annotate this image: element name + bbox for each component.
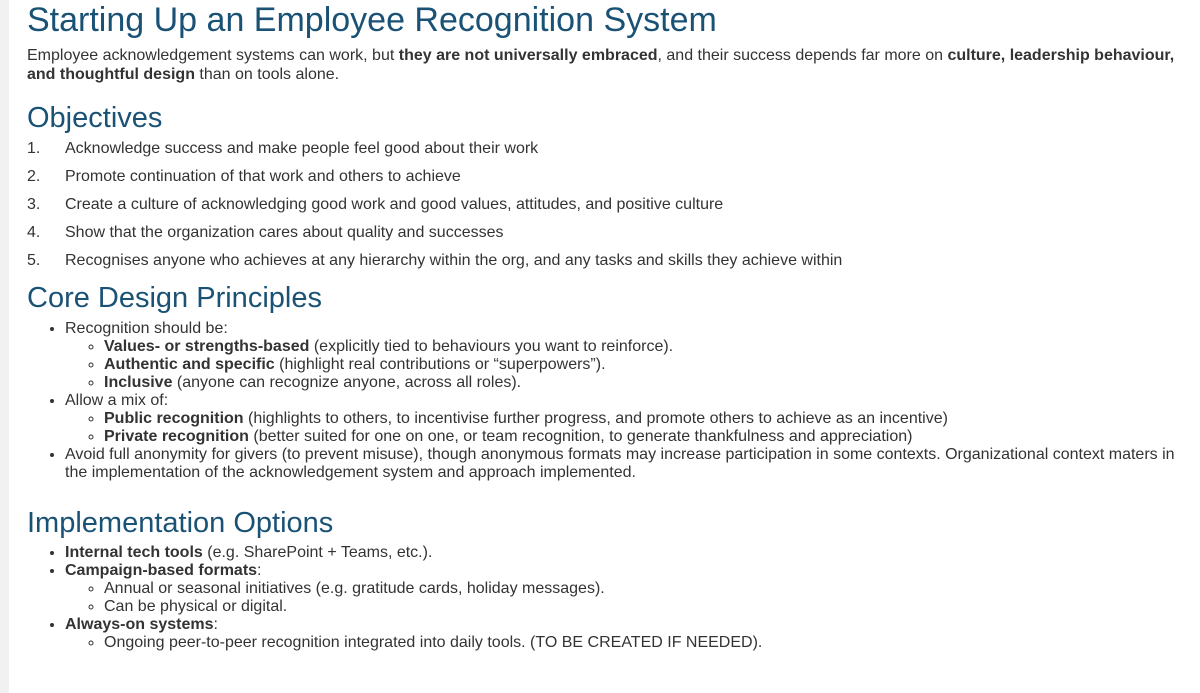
item-bold: Private recognition [104,428,249,445]
objective-number: 4. [27,224,41,241]
intro-paragraph [27,46,1192,84]
objective-item [27,251,1192,279]
list-item [65,544,1192,562]
list-item [104,338,1192,356]
item-text: : [213,616,218,633]
item-bold: Internal tech tools [65,544,203,561]
mix-sublist [65,410,1192,446]
objective-number: 3. [27,196,41,213]
list-item [65,446,1192,482]
implementation-list [27,544,1192,652]
intro-text-1: Employee acknowledgement systems can work, but [27,47,399,64]
objectives-list [27,139,1192,279]
objective-number: 5. [27,252,41,269]
objective-number: 2. [27,168,41,185]
list-item: ◦ Annual or seasonal initiatives (e.g. gratitude cards, holiday messages). [104,580,1192,598]
intro-bold-2: culture, leadership behaviour, and thoughtful design [27,47,1175,83]
item-text: (highlight real contributions or “superpowers”). [274,356,606,373]
always-on-sublist [65,634,1192,652]
objective-item [27,195,1192,223]
item-text: (explicitly tied to behaviours you want to reinforce). [309,338,674,355]
objective-item [27,139,1192,167]
intro-bold-1: they are not universally embraced [398,47,658,64]
recognition-sublist [65,338,1192,392]
item-bold: Authentic and specific [104,356,275,373]
objective-number: 1. [27,140,41,157]
objectives-heading: Objectives [27,102,163,134]
left-margin-rule [0,0,9,693]
item-text: : [257,562,262,579]
document-page [27,0,1192,652]
intro-text-3: than on tools alone. [194,66,340,83]
list-item [104,410,1192,428]
objective-text: Acknowledge success and make people feel good about their work [65,140,539,157]
page-title: Starting Up an Employee Recognition System [27,1,717,39]
item-text: (anyone can recognize anyone, across all roles). [172,374,522,391]
list-item [65,616,1192,652]
list-item [104,428,1192,446]
item-bold: Always-on systems [65,616,214,633]
objective-text: Create a culture of acknowledging good work and good values, attitudes, and positive culture [65,196,724,213]
principles-heading: Core Design Principles [27,282,322,314]
item-bold: Values- or strengths-based [104,338,310,355]
list-item [104,374,1192,392]
list-item [65,320,1192,392]
item-bold: Public recognition [104,410,244,427]
item-bold: Inclusive [104,374,173,391]
list-item: ◦ Ongoing peer-to-peer recognition integrated into daily tools. (TO BE CREATED IF NEEDED). [104,634,1192,652]
anonymity-text: Avoid full anonymity for givers (to prevent misuse), though anonymous formats may increase participation in some contexts. Organizational context maters in the implementation of the acknowledgement system and approach implemented. [65,446,1175,481]
objective-item [27,223,1192,251]
list-item [65,562,1192,616]
principles-list [27,320,1192,482]
objective-item [27,167,1192,195]
list-item [104,356,1192,374]
item-text: (highlights to others, to incentivise further progress, and promote others to achieve as an incentive) [243,410,948,427]
list-item: ◦ Can be physical or digital. [104,598,1192,616]
objective-text: Recognises anyone who achieves at any hierarchy within the org, and any tasks and skills they achieve within [65,252,843,269]
objective-text: Show that the organization cares about quality and successes [65,224,504,241]
recognition-lead: Recognition should be: [65,320,228,337]
mix-lead: Allow a mix of: [65,392,169,409]
campaign-sublist [65,580,1192,616]
item-text: (better suited for one on one, or team recognition, to generate thankfulness and appreciation) [248,428,913,445]
item-text: (e.g. SharePoint + Teams, etc.). [202,544,433,561]
item-bold: Campaign-based formats [65,562,258,579]
implementation-heading: Implementation Options [27,507,334,539]
objective-text: Promote continuation of that work and others to achieve [65,168,461,185]
list-item [65,392,1192,446]
intro-text-2: , and their success depends far more on [657,47,948,64]
